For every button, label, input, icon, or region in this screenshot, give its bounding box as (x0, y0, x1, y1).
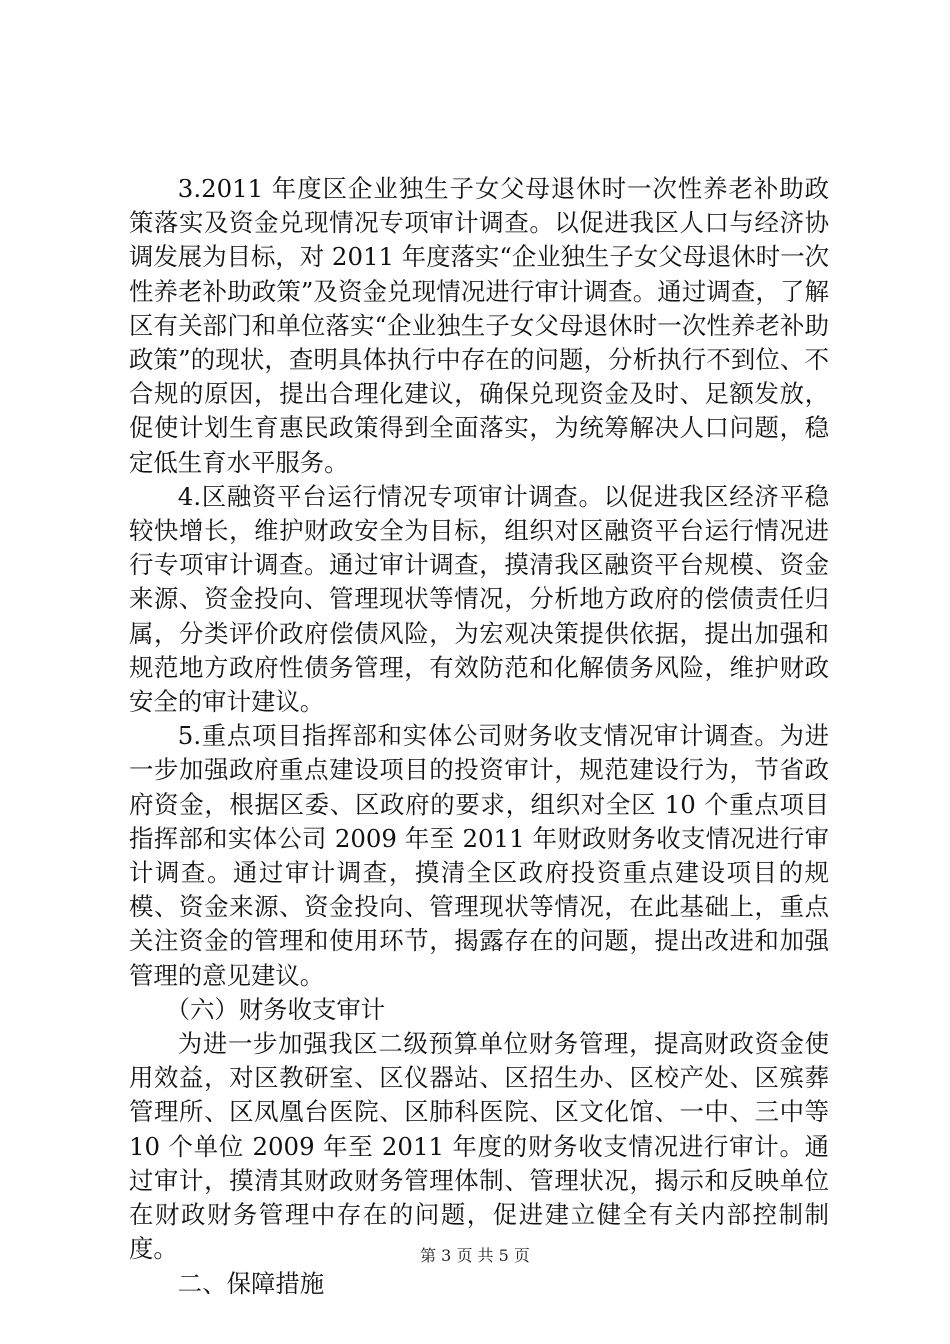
section-six-body: 为进一步加强我区二级预算单位财务管理，提高财政资金使用效益，对区教研室、区仪器站、区招生办、区校产处、区殡葬管理所、区凤凰台医院、区肺科医院、区文化馆、一中、三中等 10 个单位 2009 年至 2011 年度的财务收支情况进行审计。通过审计，摸清其财政财务管理体制、管理状况，揭示和反映单位在财政财务管理中存在的问题，促进建立健全有关内部控制制度。 (129, 1029, 829, 1264)
paragraph-item-3: 3.2011 年度区企业独生子女父母退休时一次性养老补助政策落实及资金兑现情况专项审计调查。以促进我区人口与经济协调发展为目标，对 2011 年度落实“企业独生子女父母退休时一次性养老补助政策”及资金兑现情况进行审计调查。通过调查，了解区有关部门和单位落实“企业独生子女父母退休时一次性养老补助政策”的现状，查明具体执行中存在的问题，分析执行不到位、不合规的原因，提出合理化建议，确保兑现资金及时、足额发放，促使计划生育惠民政策得到全面落实，为统筹解决人口问题，稳定低生育水平服务。 (129, 174, 829, 477)
paragraph-item-5: 5.重点项目指挥部和实体公司财务收支情况审计调查。为进一步加强政府重点建设项目的投资审计，规范建设行为，节省政府资金，根据区委、区政府的要求，组织对全区 10 个重点项目指挥部和实体公司 2009 年至 2011 年财政财务收支情况进行审计调查。通过审计调查，摸清全区政府投资重点建设项目的规模、资金来源、资金投向、管理现状等情况，在此基础上，重点关注资金的管理和使用环节，揭露存在的问题，提出改进和加强管理的意见建议。 (129, 721, 829, 990)
page-footer: 第 3 页 共 5 页 (420, 1246, 530, 1265)
section-two-heading: 二、保障措施 (177, 1268, 325, 1298)
section-six-heading: （六）财务收支审计 (165, 994, 386, 1024)
paragraph-item-4: 4.区融资平台运行情况专项审计调查。以促进我区经济平稳较快增长，维护财政安全为目标，组织对区融资平台运行情况进行专项审计调查。通过审计调查，摸清我区融资平台规模、资金来源、资金投向、管理现状等情况，分析地方政府的偿债责任归属，分类评价政府偿债风险，为宏观决策提供依据，提出加强和规范地方政府性债务管理，有效防范和化解债务风险，维护财政安全的审计建议。 (129, 481, 829, 717)
document-body (129, 172, 829, 1301)
